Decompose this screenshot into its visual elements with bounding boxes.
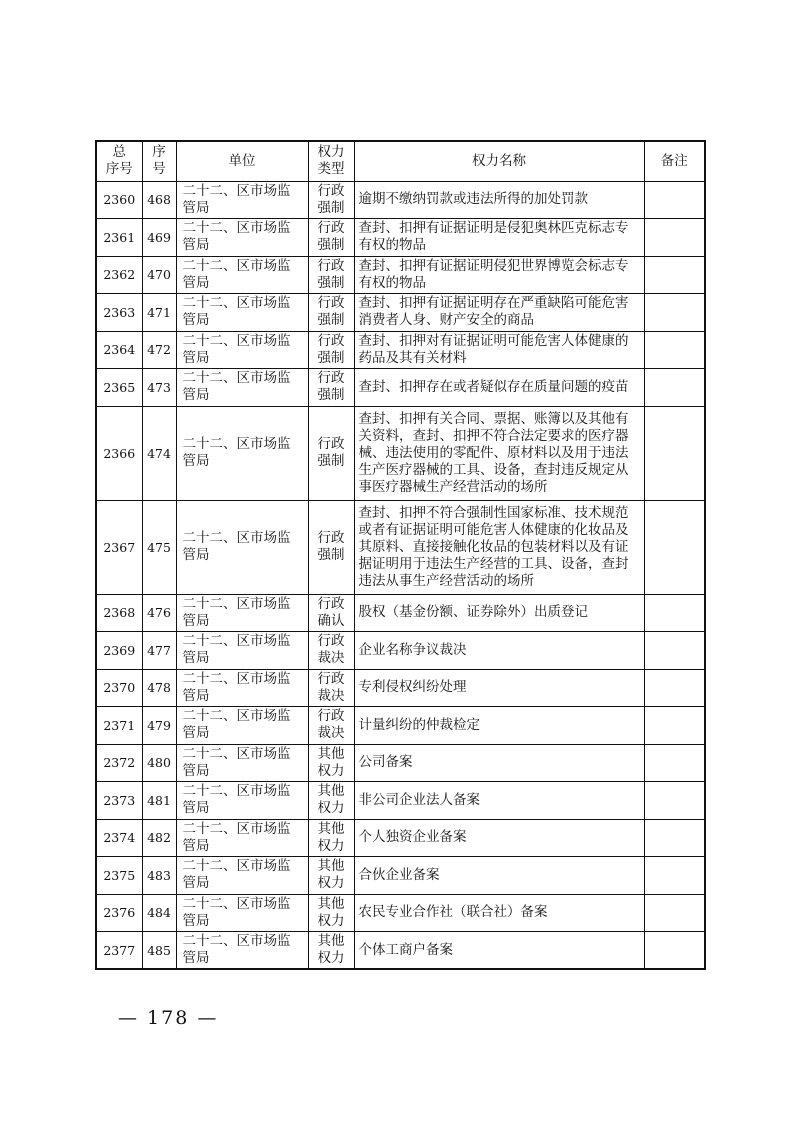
table-row [96, 406, 705, 500]
cell-total-number: 2368 [96, 594, 142, 632]
cell-total-number: 2367 [96, 500, 142, 594]
cell-power-name: 查封、扣押有证据证明存在严重缺陷可能危害消费者人身、财产安全的商品 [354, 294, 644, 332]
cell-power-type: 行政 裁决 [308, 632, 354, 670]
cell-power-name: 合伙企业备案 [354, 857, 644, 895]
cell-power-name: 计量纠纷的仲裁检定 [354, 707, 644, 745]
cell-power-name: 个体工商户备案 [354, 932, 644, 970]
cell-note [644, 294, 705, 332]
cell-sequence-number: 475 [142, 500, 176, 594]
cell-power-name: 查封、扣押对有证据证明可能危害人体健康的药品及其有关材料 [354, 331, 644, 369]
table-row [96, 707, 705, 745]
header-total-number: 总 序号 [96, 141, 142, 181]
cell-unit: 二十二、区市场监 管局 [176, 932, 308, 970]
cell-power-name: 非公司企业法人备案 [354, 782, 644, 820]
cell-unit: 二十二、区市场监 管局 [176, 894, 308, 932]
cell-power-type: 行政 强制 [308, 219, 354, 257]
cell-total-number: 2374 [96, 819, 142, 857]
cell-sequence-number: 483 [142, 857, 176, 895]
cell-unit: 二十二、区市场监 管局 [176, 406, 308, 500]
cell-note [644, 256, 705, 294]
cell-power-type: 行政 强制 [308, 256, 354, 294]
table-row [96, 181, 705, 219]
table-row [96, 331, 705, 369]
cell-power-type: 行政 裁决 [308, 707, 354, 745]
table-row [96, 632, 705, 670]
table-row [96, 819, 705, 857]
cell-unit: 二十二、区市场监 管局 [176, 744, 308, 782]
header-sequence-number: 序 号 [142, 141, 176, 181]
cell-power-name: 查封、扣押有关合同、票据、账簿以及其他有关资料，查封、扣押不符合法定要求的医疗器械、违法使用的零配件、原材料以及用于违法生产医疗器械的工具、设备，查封违反规定从事医疗器械生产经营活动的场所 [354, 406, 644, 500]
cell-total-number: 2365 [96, 369, 142, 407]
cell-note [644, 331, 705, 369]
cell-note [644, 219, 705, 257]
cell-sequence-number: 474 [142, 406, 176, 500]
cell-unit: 二十二、区市场监 管局 [176, 782, 308, 820]
cell-sequence-number: 473 [142, 369, 176, 407]
cell-sequence-number: 470 [142, 256, 176, 294]
cell-total-number: 2363 [96, 294, 142, 332]
cell-unit: 二十二、区市场监 管局 [176, 594, 308, 632]
cell-sequence-number: 472 [142, 331, 176, 369]
table-row [96, 256, 705, 294]
cell-note [644, 707, 705, 745]
cell-unit: 二十二、区市场监 管局 [176, 819, 308, 857]
header-power-name: 权力名称 [354, 141, 644, 181]
table-row [96, 369, 705, 407]
cell-sequence-number: 477 [142, 632, 176, 670]
cell-unit: 二十二、区市场监 管局 [176, 256, 308, 294]
cell-total-number: 2371 [96, 707, 142, 745]
cell-power-name: 企业名称争议裁决 [354, 632, 644, 670]
table-row [96, 744, 705, 782]
cell-unit: 二十二、区市场监 管局 [176, 181, 308, 219]
table-row [96, 294, 705, 332]
table-row [96, 500, 705, 594]
table-body [96, 181, 705, 969]
cell-note [644, 894, 705, 932]
cell-sequence-number: 469 [142, 219, 176, 257]
cell-total-number: 2376 [96, 894, 142, 932]
cell-unit: 二十二、区市场监 管局 [176, 369, 308, 407]
header-note: 备注 [644, 141, 705, 181]
cell-sequence-number: 471 [142, 294, 176, 332]
cell-power-type: 行政 强制 [308, 406, 354, 500]
cell-power-type: 行政 强制 [308, 369, 354, 407]
table-row [96, 894, 705, 932]
cell-sequence-number: 476 [142, 594, 176, 632]
cell-power-name: 专利侵权纠纷处理 [354, 669, 644, 707]
cell-total-number: 2372 [96, 744, 142, 782]
cell-power-type: 其他 权力 [308, 819, 354, 857]
cell-note [644, 369, 705, 407]
cell-note [644, 744, 705, 782]
cell-total-number: 2369 [96, 632, 142, 670]
cell-power-type: 其他 权力 [308, 744, 354, 782]
cell-sequence-number: 479 [142, 707, 176, 745]
cell-total-number: 2360 [96, 181, 142, 219]
cell-power-type: 行政 强制 [308, 294, 354, 332]
cell-power-type: 其他 权力 [308, 857, 354, 895]
cell-note [644, 594, 705, 632]
cell-unit: 二十二、区市场监 管局 [176, 219, 308, 257]
cell-total-number: 2366 [96, 406, 142, 500]
cell-total-number: 2362 [96, 256, 142, 294]
cell-note [644, 857, 705, 895]
cell-power-name: 农民专业合作社（联合社）备案 [354, 894, 644, 932]
cell-power-type: 行政 强制 [308, 500, 354, 594]
cell-power-name: 查封、扣押有证据证明是侵犯奥林匹克标志专有权的物品 [354, 219, 644, 257]
cell-total-number: 2361 [96, 219, 142, 257]
cell-unit: 二十二、区市场监 管局 [176, 707, 308, 745]
cell-power-type: 行政 确认 [308, 594, 354, 632]
cell-sequence-number: 478 [142, 669, 176, 707]
cell-total-number: 2364 [96, 331, 142, 369]
cell-unit: 二十二、区市场监 管局 [176, 294, 308, 332]
table-row [96, 782, 705, 820]
cell-power-name: 公司备案 [354, 744, 644, 782]
table-row [96, 669, 705, 707]
cell-power-name: 逾期不缴纳罚款或违法所得的加处罚款 [354, 181, 644, 219]
cell-sequence-number: 485 [142, 932, 176, 970]
power-list-table [95, 140, 706, 970]
cell-power-name: 查封、扣押不符合强制性国家标准、技术规范或者有证据证明可能危害人体健康的化妆品及其原料、直接接触化妆品的包装材料以及有证据证明用于违法生产经营的工具、设备，查封违法从事生产经营活动的场所 [354, 500, 644, 594]
cell-note [644, 632, 705, 670]
cell-power-type: 其他 权力 [308, 894, 354, 932]
cell-power-name: 查封、扣押存在或者疑似存在质量问题的疫苗 [354, 369, 644, 407]
cell-unit: 二十二、区市场监 管局 [176, 500, 308, 594]
cell-note [644, 782, 705, 820]
cell-total-number: 2377 [96, 932, 142, 970]
cell-note [644, 669, 705, 707]
cell-note [644, 932, 705, 970]
cell-note [644, 406, 705, 500]
header-power-type: 权力 类型 [308, 141, 354, 181]
cell-sequence-number: 468 [142, 181, 176, 219]
cell-power-type: 行政 强制 [308, 181, 354, 219]
cell-total-number: 2375 [96, 857, 142, 895]
cell-power-type: 行政 裁决 [308, 669, 354, 707]
cell-sequence-number: 484 [142, 894, 176, 932]
cell-power-type: 行政 强制 [308, 331, 354, 369]
cell-note [644, 500, 705, 594]
cell-sequence-number: 482 [142, 819, 176, 857]
table-row [96, 932, 705, 970]
cell-unit: 二十二、区市场监 管局 [176, 331, 308, 369]
table-row [96, 857, 705, 895]
cell-total-number: 2373 [96, 782, 142, 820]
cell-sequence-number: 481 [142, 782, 176, 820]
cell-power-type: 其他 权力 [308, 782, 354, 820]
table-header-row [96, 141, 705, 181]
table-row [96, 594, 705, 632]
cell-unit: 二十二、区市场监 管局 [176, 669, 308, 707]
cell-power-name: 个人独资企业备案 [354, 819, 644, 857]
cell-sequence-number: 480 [142, 744, 176, 782]
cell-power-type: 其他 权力 [308, 932, 354, 970]
page-number: — 178 — [118, 1007, 219, 1029]
cell-note [644, 181, 705, 219]
cell-unit: 二十二、区市场监 管局 [176, 857, 308, 895]
cell-power-name: 查封、扣押有证据证明侵犯世界博览会标志专有权的物品 [354, 256, 644, 294]
table-row [96, 219, 705, 257]
header-unit: 单位 [176, 141, 308, 181]
cell-unit: 二十二、区市场监 管局 [176, 632, 308, 670]
cell-note [644, 819, 705, 857]
cell-power-name: 股权（基金份额、证券除外）出质登记 [354, 594, 644, 632]
cell-total-number: 2370 [96, 669, 142, 707]
